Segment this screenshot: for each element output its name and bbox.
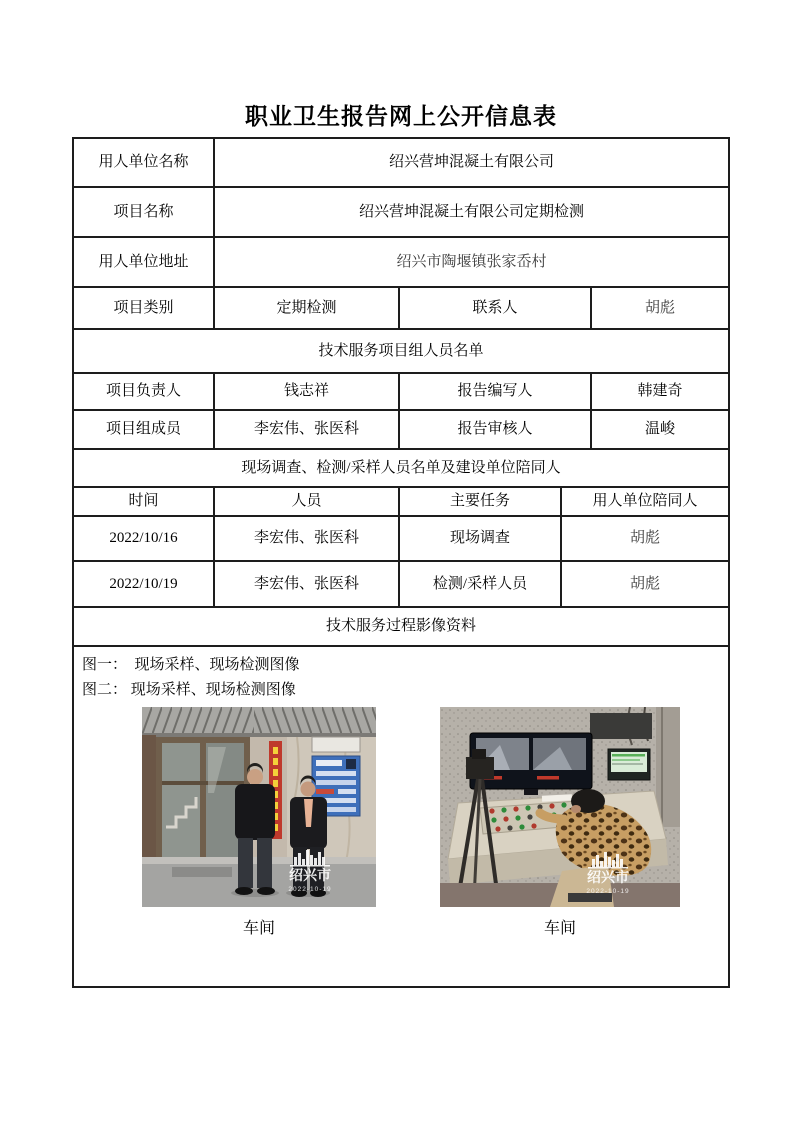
table-row [74,608,728,647]
table-row [74,374,728,411]
team-members-value: 李宏伟、张医科 [215,411,400,448]
employer-name-value: 绍兴营坤混凝土有限公司 [388,154,554,171]
watermark-date-text: 2022-10-19 [288,886,332,893]
project-name-label: 项目名称 [74,188,215,236]
schedule-row [74,517,728,562]
watermark-city-text: 绍兴市 [587,869,629,885]
schedule-task: 检测/采样人员 [400,562,562,606]
schedule-task: 现场调查 [400,517,562,560]
project-leader-label: 项目负责人 [74,374,215,409]
figure-control-room-photo [440,707,680,938]
site-survey-photo [142,707,376,907]
info-table [72,137,730,988]
team-section-title: 技术服务项目组人员名单 [318,342,484,359]
media-section-title: 技术服务过程影像资料 [325,618,476,635]
schedule-companion: 胡彪 [629,575,660,592]
figure1-caption-line: 图一： 现场采样、现场检测图像 [82,657,300,673]
employer-address-label: 用人单位地址 [74,238,215,286]
project-name-value: 绍兴营坤混凝土有限公司定期检测 [358,203,584,220]
photo1-caption: 车间 [242,920,275,937]
schedule-personnel: 李宏伟、张医科 [215,517,400,560]
report-writer-value: 韩建奇 [637,383,683,400]
report-writer-label: 报告编写人 [400,374,592,409]
employer-name-label: 用人单位名称 [74,139,215,186]
schedule-companion: 胡彪 [629,530,660,547]
contact-label: 联系人 [400,288,592,328]
employer-address-value: 绍兴市陶堰镇张家岙村 [396,253,547,270]
project-leader-value: 钱志祥 [215,374,400,409]
media-area [74,647,728,986]
schedule-time: 2022/10/16 [74,517,215,560]
team-members-label: 项目组成员 [74,411,215,448]
control-room-photo [440,707,680,907]
table-row [74,411,728,450]
table-row [74,450,728,488]
page-title: 职业卫生报告网上公开信息表 [245,104,557,129]
table-row [74,139,728,188]
report-reviewer-value: 温峻 [644,421,675,438]
watermark-city-text: 绍兴市 [289,867,331,883]
report-reviewer-label: 报告审核人 [400,411,592,448]
table-row [74,188,728,238]
schedule-personnel: 李宏伟、张医科 [215,562,400,606]
photos-row [74,707,728,938]
schedule-row [74,562,728,608]
table-row [74,238,728,288]
schedule-header-companion: 用人单位陪同人 [592,493,698,510]
project-category-label: 项目类别 [74,288,215,328]
schedule-header-task: 主要任务 [400,488,562,515]
table-row [74,288,728,330]
project-category-value: 定期检测 [215,288,400,328]
table-row [74,330,728,374]
figure-site-photo [142,707,376,938]
schedule-header-row [74,488,728,517]
site-section-title: 现场调查、检测/采样人员名单及建设单位陪同人 [241,459,561,476]
schedule-time: 2022/10/19 [74,562,215,606]
schedule-header-time: 时间 [74,488,215,515]
contact-value: 胡彪 [644,299,675,316]
figure2-caption-line: 图二： 现场采样、现场检测图像 [82,682,296,698]
schedule-header-personnel: 人员 [215,488,400,515]
watermark-date-text: 2022-10-19 [586,888,630,895]
photo2-caption: 车间 [543,920,576,937]
